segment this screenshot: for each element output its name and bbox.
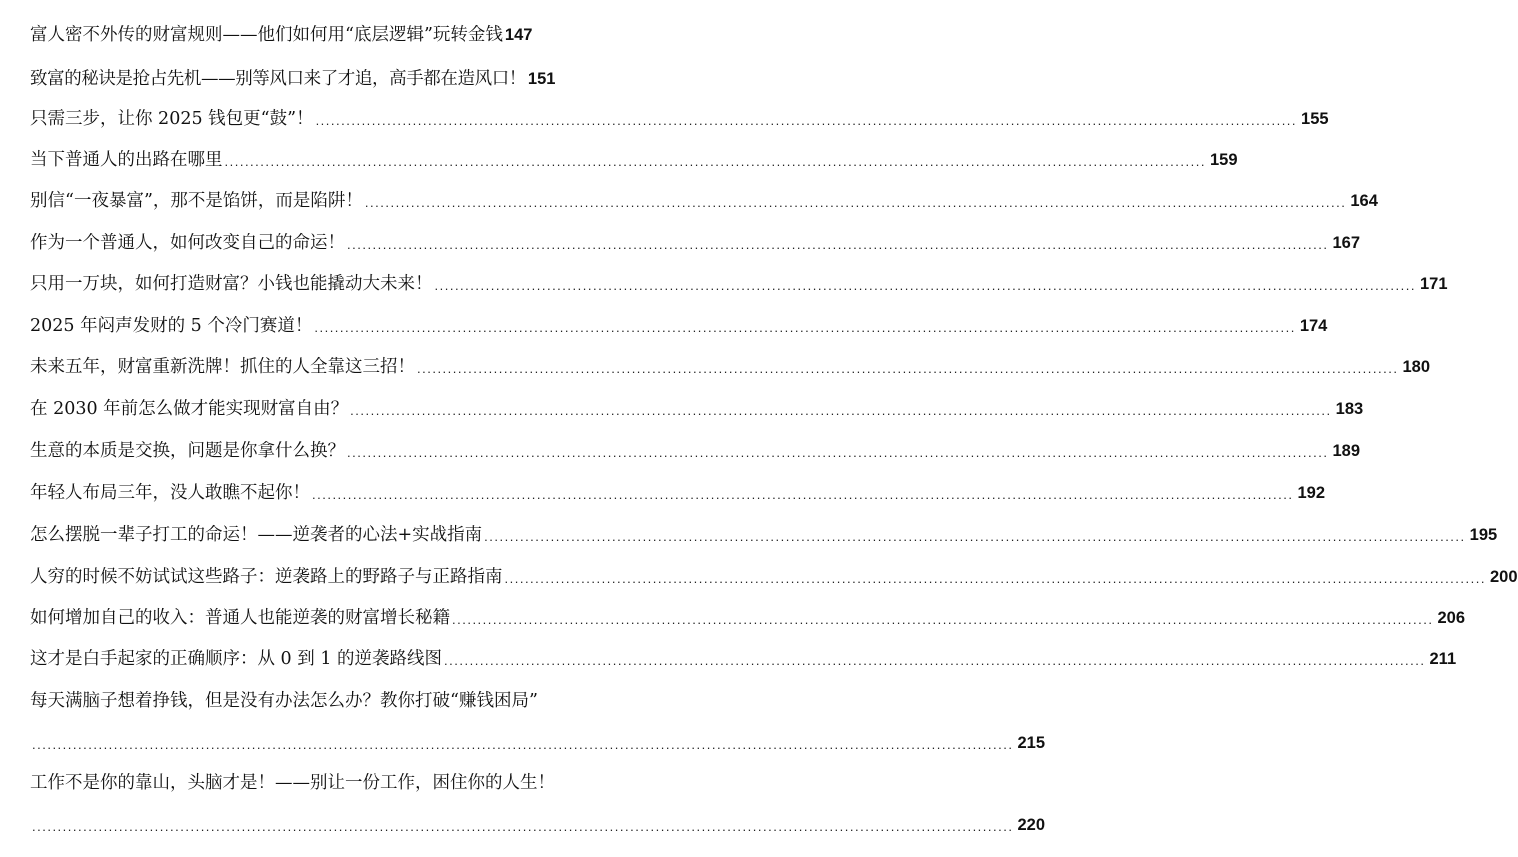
toc-entry-title[interactable]: 工作不是你的靠山，头脑才是！——别让一份工作，困住你的人生！ [30, 773, 555, 793]
toc-leader-dots [417, 358, 1398, 376]
toc-entry[interactable] [30, 62, 582, 96]
toc-entry-title: 怎么摆脱一辈子打工的命运！——逆袭者的心法+实战指南 [30, 525, 483, 545]
toc-entry-page: 151 [527, 70, 556, 88]
toc-leader-dots [435, 275, 1416, 293]
toc-leader-dots [316, 110, 1297, 128]
toc-leader-dots [347, 234, 1328, 252]
toc-leader-dots [505, 568, 1486, 586]
toc-entry-title: 年轻人布局三年，没人敢瞧不起你！ [30, 483, 310, 503]
toc-entry-page: 167 [1332, 234, 1360, 252]
toc-entry[interactable] [30, 18, 582, 52]
toc-leader-dots [484, 526, 1465, 544]
toc-entry-title: 致富的秘诀是抢占先机——别等风口来了才追，高手都在造风口！ [30, 69, 526, 89]
toc-entry[interactable] [30, 309, 1328, 343]
toc-entry[interactable] [30, 560, 1518, 594]
toc-entry-page: 180 [1402, 358, 1430, 376]
toc-entry[interactable] [30, 476, 1325, 510]
toc-leader-dots [444, 650, 1425, 668]
toc-entry-title[interactable]: 每天满脑子想着挣钱，但是没有办法怎么办？教你打破“赚钱困局” [30, 691, 538, 711]
toc-entry-page: 215 [1017, 734, 1045, 752]
toc-entry-page: 155 [1301, 110, 1329, 128]
toc-entry-page: 189 [1332, 442, 1360, 460]
toc-entry-page: 200 [1489, 568, 1518, 586]
toc-leader-dots [347, 442, 1328, 460]
toc-entry-title: 只用一万块，如何打造财富？小钱也能撬动大未来！ [30, 274, 433, 294]
toc-entry-title: 在 2030 年前怎么做才能实现财富自由？ [30, 399, 349, 419]
toc-entry[interactable] [30, 102, 1329, 136]
toc-entry-page: 192 [1297, 484, 1325, 502]
toc-leader-dots [312, 484, 1293, 502]
toc-entry[interactable] [30, 601, 1465, 635]
toc-entry-page: 164 [1350, 192, 1378, 210]
toc-entry-title: 如何增加自己的收入：普通人也能逆袭的财富增长秘籍 [30, 608, 450, 628]
toc-entry-page: 211 [1429, 650, 1457, 668]
toc-entry-title: 当下普通人的出路在哪里 [30, 150, 223, 170]
toc-entry-title: 人穷的时候不妨试试这些路子：逆袭路上的野路子与正路指南 [30, 567, 503, 587]
toc-entry-title: 只需三步，让你 2025 钱包更“鼓”！ [30, 109, 314, 129]
toc-entry-page: 206 [1437, 609, 1465, 627]
toc-entry[interactable] [30, 143, 1238, 177]
toc-entry[interactable] [30, 226, 1360, 260]
toc-entry[interactable] [30, 350, 1430, 384]
toc-leader-dots [314, 317, 1295, 335]
toc-leader-dots [365, 192, 1346, 210]
toc-entry-title: 富人密不外传的财富规则——他们如何用“底层逻辑”玩转金钱 [30, 25, 503, 45]
toc-entry-page: 195 [1469, 526, 1498, 544]
toc-entry-title: 生意的本质是交换，问题是你拿什么换？ [30, 441, 345, 461]
toc-entry-title: 未来五年，财富重新洗牌！抓住的人全靠这三招！ [30, 357, 415, 377]
toc-entry-page: 171 [1419, 275, 1448, 293]
toc-entry-page: 159 [1209, 151, 1238, 169]
toc-entry[interactable] [30, 434, 1360, 468]
toc-entry-page: 174 [1299, 317, 1328, 335]
toc-entry-title: 作为一个普通人，如何改变自己的命运！ [30, 233, 345, 253]
toc-entry-title: 别信“一夜暴富”，那不是馅饼，而是陷阱！ [30, 191, 363, 211]
toc-entry[interactable] [30, 392, 1364, 426]
toc-entry-page: 183 [1335, 400, 1364, 418]
toc-entry[interactable] [30, 642, 1457, 676]
toc-entry-page: 220 [1017, 816, 1045, 834]
toc-entry[interactable] [30, 726, 1045, 760]
toc-entry-page: 147 [504, 26, 533, 44]
toc-entry[interactable] [30, 267, 1448, 301]
toc-entry-title: 这才是白手起家的正确顺序：从 0 到 1 的逆袭路线图 [30, 649, 443, 669]
toc-leader-dots [225, 151, 1206, 169]
toc-entry-title: 2025 年闷声发财的 5 个冷门赛道！ [30, 316, 313, 336]
toc-entry[interactable] [30, 808, 1045, 842]
toc-leader-dots [32, 734, 1013, 752]
toc-leader-dots [452, 609, 1433, 627]
toc-entry[interactable] [30, 518, 1498, 552]
toc-entry[interactable] [30, 184, 1378, 218]
toc-leader-dots [32, 816, 1013, 834]
toc-leader-dots [350, 400, 1331, 418]
